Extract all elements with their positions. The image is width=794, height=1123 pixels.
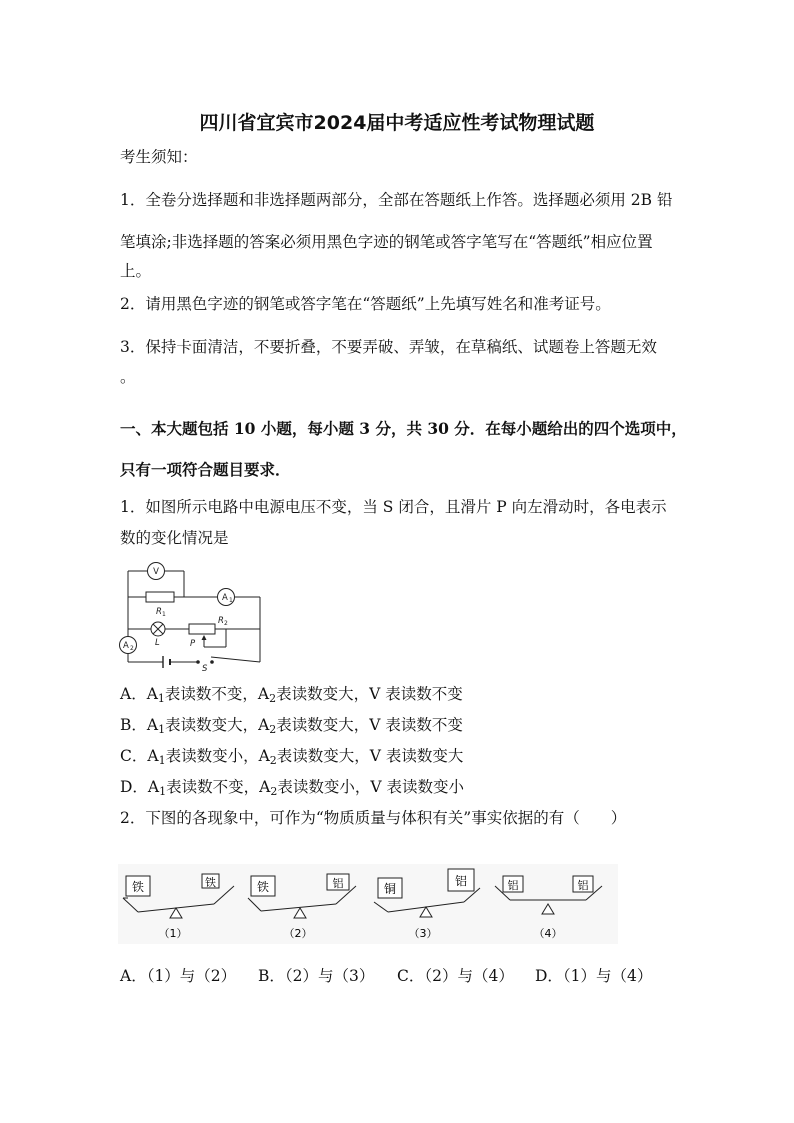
question-1-stem-cont: 数的变化情况是 xyxy=(120,529,229,547)
ammeter-a1-label: A xyxy=(222,593,228,603)
fig2-caption: （2） xyxy=(283,927,313,940)
notice-item-1-cont: 笔填涂;非选择题的答案必须用黑色字迹的钢笔或答字笔写在“答题纸”相应位置 xyxy=(120,233,653,251)
question-1-option-d: D．$A_1$表读数不变，$A_2$表读数变小，V 表读数变小 xyxy=(120,778,464,798)
resistor-r2-label: R xyxy=(218,616,224,626)
section-heading-cont: 只有一项符合题目要求． xyxy=(120,460,291,479)
question-1-option-c: C．$A_1$表读数变小，$A_2$表读数变大，V 表读数变大 xyxy=(120,747,464,767)
question-1-option-a: A．$A_1$表读数不变，$A_2$表读数变大，V 表读数不变 xyxy=(120,685,463,705)
switch-label: S xyxy=(202,664,208,672)
question-2-option-a: A．（1）与（2） xyxy=(120,967,237,985)
resistor-r2-sub: 2 xyxy=(224,620,228,627)
fig3-left-label: 铜 xyxy=(383,882,397,896)
fig2-right-label: 铝 xyxy=(332,877,344,890)
notice-item-2: 2．请用黑色字迹的钢笔或答字笔在“答题纸”上先填写姓名和准考证号。 xyxy=(120,295,611,313)
fig1-right-label: 铁 xyxy=(205,876,216,889)
fig1-left-label: 铁 xyxy=(131,880,145,894)
resistor-r1-label: R xyxy=(156,607,162,617)
resistor-r1-sub: 1 xyxy=(162,611,166,618)
fig3-caption: （3） xyxy=(408,927,438,940)
fig4-caption: （4） xyxy=(533,927,563,940)
balance-figures xyxy=(118,864,618,944)
question-2-option-c: C．（2）与（4） xyxy=(397,967,514,985)
question-2-stem: 2．下图的各现象中，可作为“物质质量与体积有关”事实依据的有（ ） xyxy=(120,809,627,827)
slider-label: P xyxy=(190,639,196,649)
ammeter-a1-sub: 1 xyxy=(229,597,233,604)
notice-heading: 考生须知： xyxy=(120,148,198,166)
question-2-option-d: D．（1）与（4） xyxy=(535,967,653,985)
section-heading: 一、本大题包括 10 小题，每小题 3 分，共 30 分．在每小题给出的四个选项中， xyxy=(120,419,687,438)
fig4-right-label: 铝 xyxy=(577,879,589,892)
fig1-caption: （1） xyxy=(158,927,188,940)
voltmeter-label: V xyxy=(153,567,159,577)
notice-item-1-end: 上。 xyxy=(120,262,152,280)
fig4-left-label: 铝 xyxy=(507,879,519,892)
circuit-diagram xyxy=(118,557,266,672)
fig2-left-label: 铁 xyxy=(256,880,270,894)
notice-item-3-end: 。 xyxy=(120,368,136,386)
question-2-option-b: B．（2）与（3） xyxy=(258,967,375,985)
ammeter-a2-label: A xyxy=(123,641,129,651)
question-1-stem: 1．如图所示电路中电源电压不变，当 S 闭合，且滑片 P 向左滑动时，各电表示 xyxy=(120,498,667,516)
lamp-label: L xyxy=(155,638,160,648)
fig3-right-label: 铝 xyxy=(454,874,468,888)
notice-item-3: 3．保持卡面清洁，不要折叠，不要弄破、弄皱，在草稿纸、试题卷上答题无效 xyxy=(120,338,657,356)
notice-item-1: 1．全卷分选择题和非选择题两部分，全部在答题纸上作答。选择题必须用 2B 铅 xyxy=(120,191,673,209)
question-1-option-b: B．$A_1$表读数变大，$A_2$表读数变大，V 表读数不变 xyxy=(120,716,463,736)
ammeter-a2-sub: 2 xyxy=(130,645,134,652)
page-title: 四川省宜宾市2024届中考适应性考试物理试题 xyxy=(199,112,595,134)
